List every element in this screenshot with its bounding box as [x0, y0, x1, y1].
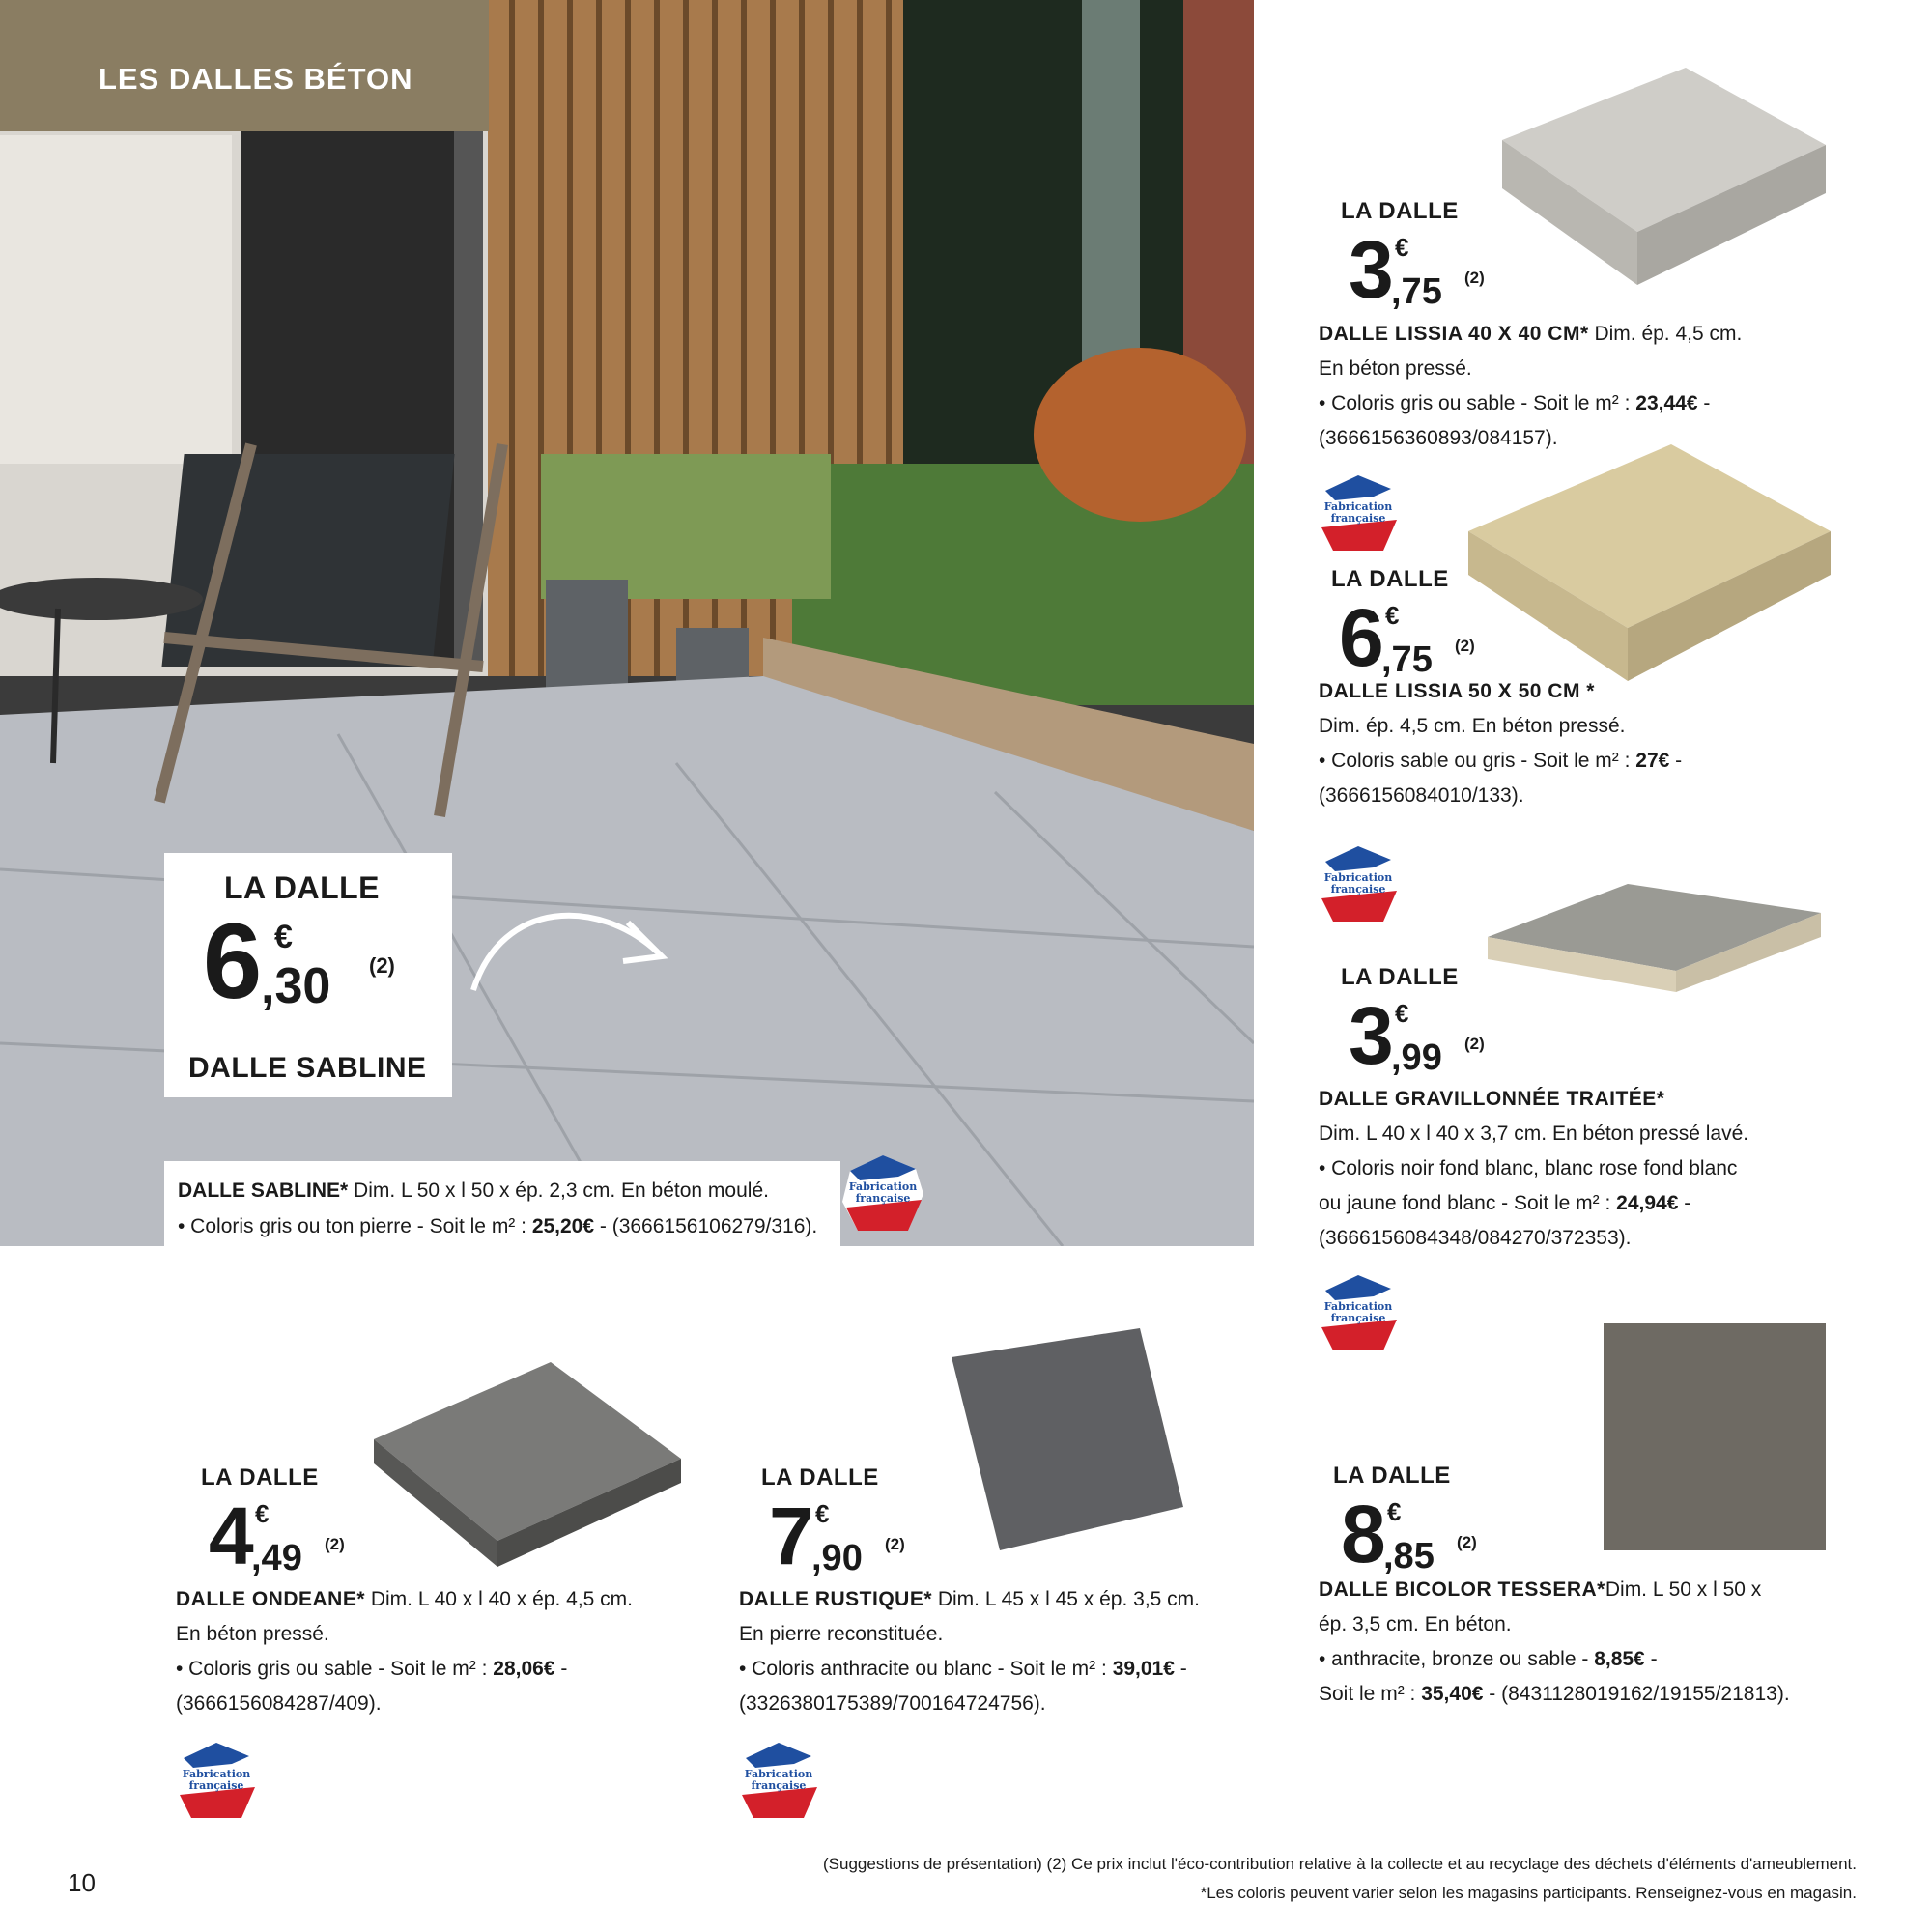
price-block-gravillonnee — [1341, 964, 1553, 1081]
desc-reference: (3666156084348/084270/372353). — [1319, 1227, 1632, 1249]
desc-reference: (3666156084010/133). — [1319, 784, 1524, 807]
desc-reference: (3326380175389/700164724756). — [739, 1692, 1046, 1715]
price-note: (2) — [1457, 1533, 1477, 1551]
price-decimals: ,99 — [1391, 1037, 1442, 1078]
desc-reference: (3666156360893/084157). — [1319, 427, 1558, 449]
footer-note-1: (Suggestions de présentation) (2) Ce prix inclut l'éco-contribution relative à la collecte et au recyclage des déchets d'éléments d'ameublement. — [823, 1855, 1857, 1873]
price-block-lissia40 — [1341, 198, 1553, 315]
price-decimals: ,30 — [261, 958, 331, 1014]
desc-reference: - (8431128019162/19155/21813). — [1483, 1683, 1790, 1705]
price-block-lissia50 — [1331, 566, 1544, 683]
product-name: DALLE SABLINE — [188, 1052, 427, 1084]
product-image-tessera — [1604, 1323, 1826, 1550]
price-label: LA DALLE — [1341, 198, 1459, 224]
price-integer: 6 — [203, 902, 263, 1021]
desc-dimensions: Dim. ép. 4,5 cm. — [1588, 323, 1743, 345]
desc-colors: • Coloris noir fond blanc, blanc rose fond blanc — [1319, 1157, 1738, 1179]
desc-price-m2: 39,01€ — [1112, 1658, 1175, 1680]
desc-title: DALLE LISSIA 50 X 50 CM * — [1319, 680, 1595, 702]
price-integer: 7 — [769, 1491, 814, 1581]
price-note: (2) — [885, 1535, 905, 1553]
price-integer: 8 — [1341, 1489, 1386, 1579]
product-image-ondeane — [372, 1362, 686, 1570]
section-title: LES DALLES BÉTON — [99, 62, 413, 96]
desc-dash: - — [1644, 1648, 1658, 1670]
featured-price-box — [164, 853, 452, 1097]
desc-reference: - (3666156106279/316). — [594, 1215, 818, 1237]
badge-line2: française — [1330, 883, 1386, 895]
desc-price-m2: 24,94€ — [1616, 1192, 1679, 1214]
desc-title: DALLE LISSIA 40 X 40 CM* — [1319, 323, 1589, 345]
badge-line2: française — [751, 1779, 807, 1792]
price-note: (2) — [325, 1535, 345, 1553]
fabrication-francaise-badge — [1316, 471, 1401, 554]
price-currency: € — [1387, 1497, 1402, 1526]
desc-dash: - — [554, 1658, 568, 1680]
fabrication-francaise-badge — [1316, 1271, 1401, 1354]
badge-line1: Fabrication — [744, 1768, 813, 1780]
footer-note-2: *Les coloris peuvent varier selon les magasins participants. Renseignez-vous en magasin. — [1200, 1884, 1857, 1902]
price-integer: 3 — [1349, 990, 1394, 1081]
price-decimals: ,75 — [1381, 639, 1433, 680]
desc-lissia40 — [1319, 317, 1898, 456]
price-label: LA DALLE — [224, 870, 381, 905]
desc-lissia50 — [1319, 674, 1898, 813]
price-note: (2) — [1464, 1035, 1485, 1053]
price-currency: € — [255, 1499, 270, 1528]
price-currency: € — [1385, 601, 1400, 630]
price-label: LA DALLE — [201, 1464, 319, 1491]
desc-price-m2: 28,06€ — [493, 1658, 555, 1680]
desc-m2-label: Soit le m² : — [1319, 1683, 1422, 1705]
desc-material: En béton pressé. — [1319, 357, 1472, 380]
desc-dimensions: Dim. L 40 x l 40 x ép. 4,5 cm. — [365, 1588, 634, 1610]
fabrication-francaise-badge — [840, 1151, 925, 1235]
badge-line1: Fabrication — [1323, 500, 1393, 513]
badge-line1: Fabrication — [848, 1180, 918, 1193]
price-note: (2) — [1464, 269, 1485, 287]
price-label: LA DALLE — [1341, 964, 1459, 990]
desc-dimensions: Dim. L 50 x l 50 x — [1605, 1578, 1762, 1601]
price-block-tessera — [1333, 1463, 1546, 1579]
desc-title: DALLE SABLINE* — [178, 1179, 349, 1202]
desc-title: DALLE RUSTIQUE* — [739, 1588, 933, 1610]
desc-dash: - — [1174, 1658, 1187, 1680]
desc-colors: • Coloris gris ou sable - Soit le m² : — [1319, 392, 1636, 414]
price-currency: € — [815, 1499, 830, 1528]
price-currency: € — [274, 919, 293, 955]
desc-colors: • Coloris sable ou gris - Soit le m² : — [1319, 750, 1636, 772]
price-label: LA DALLE — [761, 1464, 879, 1491]
price-block-ondeane — [201, 1464, 413, 1581]
desc-dash: - — [1678, 1192, 1691, 1214]
price-decimals: ,85 — [1383, 1536, 1435, 1577]
desc-dash: - — [1669, 750, 1683, 772]
price-block-rustique — [761, 1464, 974, 1581]
desc-material: ép. 3,5 cm. En béton. — [1319, 1613, 1512, 1635]
price-integer: 4 — [209, 1491, 254, 1581]
price-label: LA DALLE — [1333, 1463, 1451, 1489]
badge-line1: Fabrication — [1323, 1300, 1393, 1313]
desc-colors: • Coloris gris ou ton pierre - Soit le m² : — [178, 1215, 532, 1237]
desc-title: DALLE ONDEANE* — [176, 1588, 366, 1610]
badge-line2: française — [1330, 1312, 1386, 1324]
desc-material: En pierre reconstituée. — [739, 1623, 944, 1645]
desc-colors: • Coloris anthracite ou blanc - Soit le m² : — [739, 1658, 1113, 1680]
price-note: (2) — [1455, 637, 1475, 655]
desc-price-m2: 23,44€ — [1635, 392, 1698, 414]
desc-price-unit: 8,85€ — [1594, 1648, 1645, 1670]
desc-material: En béton pressé. — [176, 1623, 329, 1645]
desc-reference: (3666156084287/409). — [176, 1692, 382, 1715]
desc-rustique — [739, 1582, 1299, 1721]
price-decimals: ,49 — [251, 1538, 302, 1578]
page-number: 10 — [68, 1868, 96, 1897]
desc-price-m2: 27€ — [1635, 750, 1670, 772]
desc-colors: • anthracite, bronze ou sable - — [1319, 1648, 1595, 1670]
desc-dimensions: Dim. ép. 4,5 cm. En béton pressé. — [1319, 715, 1626, 737]
desc-price-m2: 25,20€ — [531, 1215, 595, 1237]
badge-line2: française — [855, 1192, 911, 1205]
desc-title: DALLE GRAVILLONNÉE TRAITÉE* — [1319, 1088, 1665, 1110]
fabrication-francaise-badge — [1316, 842, 1401, 925]
desc-colors: • Coloris gris ou sable - Soit le m² : — [176, 1658, 494, 1680]
featured-description — [164, 1161, 840, 1246]
desc-price-m2: 35,40€ — [1421, 1683, 1484, 1705]
fabrication-francaise-badge — [174, 1739, 259, 1822]
desc-title: DALLE BICOLOR TESSERA* — [1319, 1578, 1605, 1601]
desc-dimensions: Dim. L 40 x l 40 x 3,7 cm. En béton pressé lavé. — [1319, 1122, 1749, 1145]
desc-dimensions: Dim. L 45 x l 45 x ép. 3,5 cm. — [932, 1588, 1201, 1610]
desc-gravillonnee — [1319, 1082, 1898, 1256]
price-integer: 3 — [1349, 224, 1394, 315]
price-currency: € — [1395, 999, 1409, 1028]
fabrication-francaise-badge — [736, 1739, 821, 1822]
badge-line2: française — [1330, 512, 1386, 525]
price-currency: € — [1395, 233, 1409, 262]
price-note: (2) — [369, 953, 395, 978]
price-decimals: ,90 — [811, 1538, 863, 1578]
badge-line1: Fabrication — [1323, 871, 1393, 884]
price-label: LA DALLE — [1331, 566, 1449, 592]
price-integer: 6 — [1339, 592, 1384, 683]
desc-ondeane — [176, 1582, 717, 1721]
desc-tessera — [1319, 1573, 1918, 1712]
badge-line2: française — [188, 1779, 244, 1792]
desc-dimensions: Dim. L 50 x l 50 x ép. 2,3 cm. En béton moulé. — [348, 1179, 769, 1202]
section-tag — [0, 0, 489, 131]
price-decimals: ,75 — [1391, 271, 1442, 312]
product-image-rustique — [947, 1323, 1188, 1555]
badge-line1: Fabrication — [182, 1768, 251, 1780]
desc-dash: - — [1697, 392, 1711, 414]
desc-colors-cont: ou jaune fond blanc - Soit le m² : — [1319, 1192, 1617, 1214]
